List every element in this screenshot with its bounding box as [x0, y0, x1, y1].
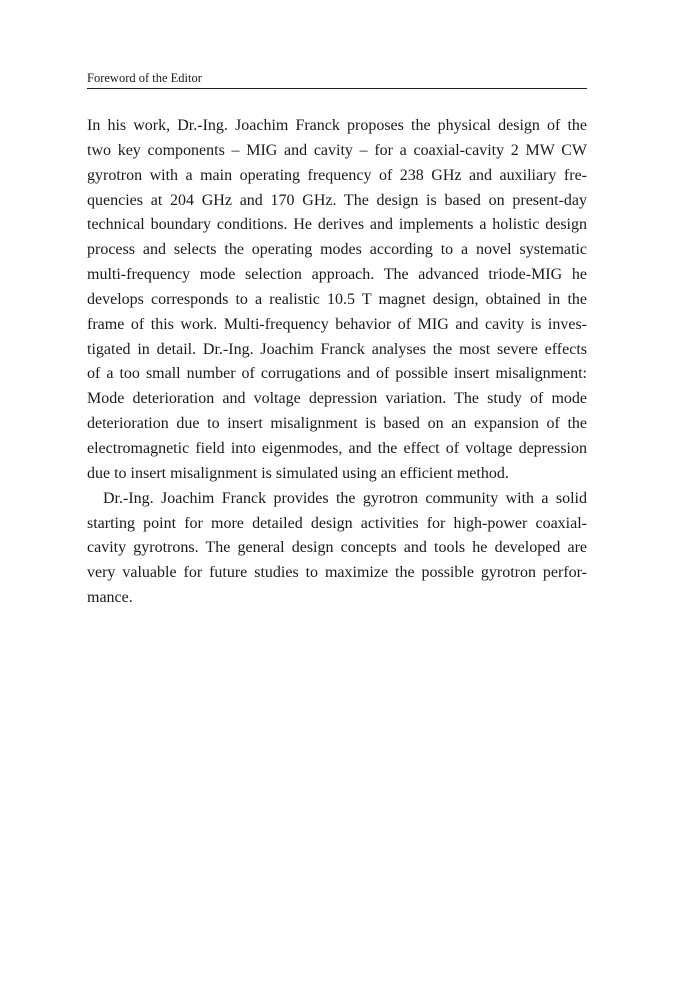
text-line: deterioration due to insert misalignment is based on an expansion of the	[87, 415, 587, 433]
text-line: Dr.-Ing. Joachim Franck provides the gyrotron community with a solid	[103, 489, 587, 507]
text-line: mance.	[87, 589, 133, 607]
text-line: starting point for more detailed design activities for high-power coaxial-	[87, 514, 587, 532]
running-header: Foreword of the Editor	[87, 71, 202, 85]
document-body	[87, 114, 587, 611]
text-line: gyrotron with a main operating frequency of 238 GHz and auxiliary fre-	[87, 166, 587, 184]
paragraph-1	[87, 114, 587, 487]
text-line: In his work, Dr.-Ing. Joachim Franck proposes the physical design of the	[87, 117, 587, 134]
header-rule	[87, 88, 587, 89]
text-line: develops corresponds to a realistic 10.5 T magnet design, obtained in the	[87, 290, 587, 308]
text-line: cavity gyrotrons. The general design concepts and tools he developed are	[87, 539, 587, 557]
text-line: Mode deterioration and voltage depression variation. The study of mode	[87, 390, 587, 408]
text-line: very valuable for future studies to maximize the possible gyrotron perfor-	[87, 564, 587, 582]
text-line: process and selects the operating modes according to a novel systematic	[87, 241, 587, 259]
text-line: quencies at 204 GHz and 170 GHz. The design is based on present-day	[87, 191, 587, 209]
text-line: electromagnetic field into eigenmodes, and the effect of voltage depression	[87, 439, 587, 457]
text-line: frame of this work. Multi-frequency behavior of MIG and cavity is inves-	[87, 315, 587, 333]
text-line: due to insert misalignment is simulated using an efficient method.	[87, 464, 509, 482]
text-line: two key components – MIG and cavity – for a coaxial-cavity 2 MW CW	[87, 141, 587, 159]
text-line: multi-frequency mode selection approach. The advanced triode-MIG he	[87, 266, 587, 284]
paragraph-2	[87, 487, 587, 611]
text-line: tigated in detail. Dr.-Ing. Joachim Franck analyses the most severe effects	[87, 340, 587, 358]
text-line: of a too small number of corrugations and of possible insert misalignment:	[87, 365, 587, 383]
text-line: technical boundary conditions. He derives and implements a holistic design	[87, 216, 587, 234]
